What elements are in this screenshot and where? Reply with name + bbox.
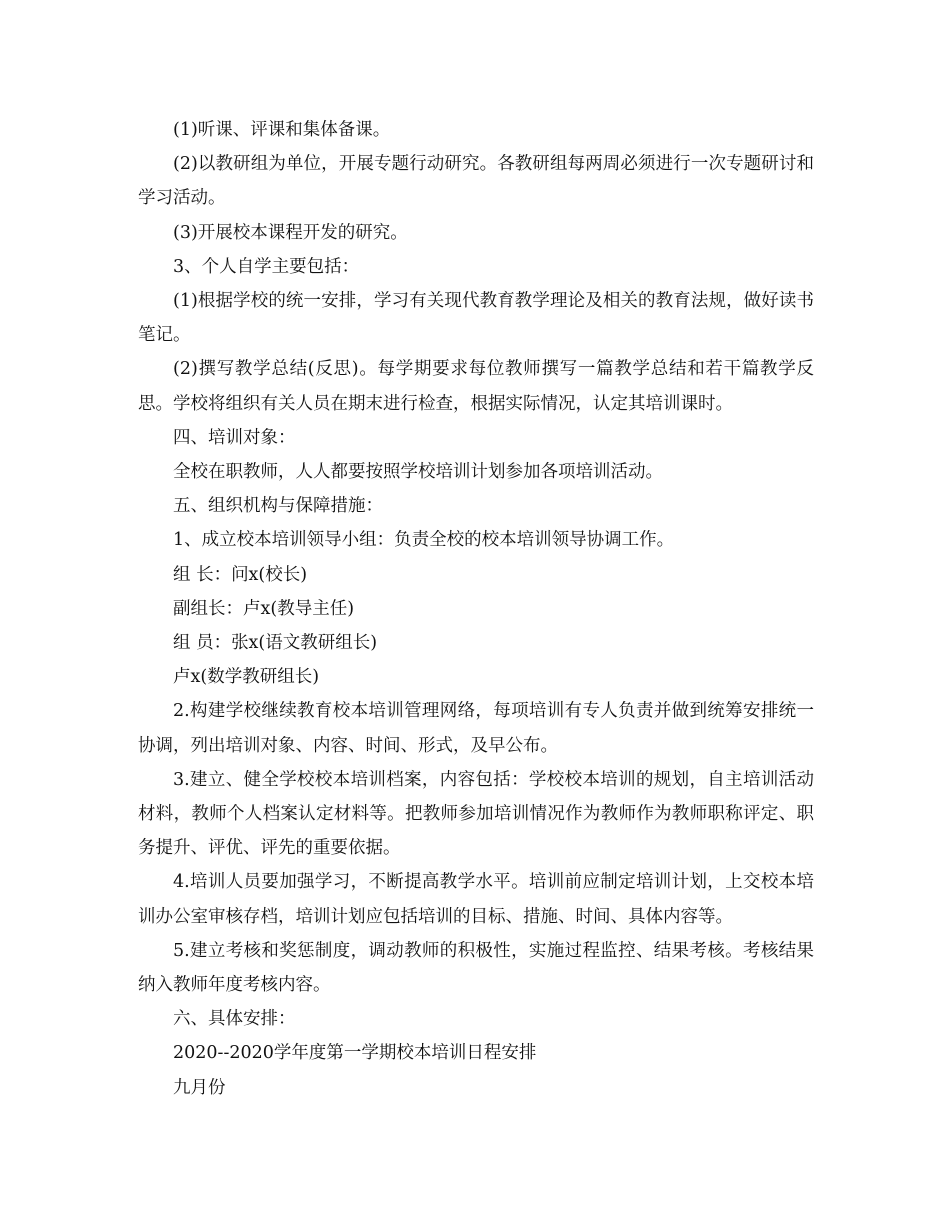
document-body xyxy=(138,113,814,1105)
paragraph-all-teachers: 全校在职教师，人人都要按照学校培训计划参加各项培训活动。 xyxy=(173,462,663,483)
paragraph-management-network: 2.构建学校继续教育校本培训管理网络，每项培训有专人负责并做到统筹安排统一协调，列出培训对象、内容、时间、形式，及早公布。 xyxy=(138,701,814,756)
paragraph-deputy-leader: 副组长：卢x(教导主任) xyxy=(173,598,355,619)
paragraph-september: 九月份 xyxy=(173,1077,226,1098)
paragraph-self-study-heading: 3、个人自学主要包括： xyxy=(173,256,360,277)
section-heading-training-targets: 四、培训对象： xyxy=(173,427,296,448)
paragraph-training-archive: 3.建立、健全学校校本培训档案，内容包括：学校校本培训的规划，自主培训活动材料，教师个人档案认定材料等。把教师参加培训情况作为教师作为教师职称评定、职务提升、评优、评先的重要依据。 xyxy=(138,769,814,859)
paragraph-curriculum-dev: (3)开展校本课程开发的研究。 xyxy=(173,222,408,243)
paragraph-assessment-system: 5.建立考核和奖惩制度，调动教师的积极性，实施过程监控、结果考核。考核结果纳入教师年度考核内容。 xyxy=(138,940,814,996)
paragraph-math-member: 卢x(数学教研组长) xyxy=(173,667,320,688)
paragraph-group-leader: 组 长：问x(校长) xyxy=(173,564,308,585)
paragraph-strengthen-learning: 4.培训人员要加强学习，不断提高教学水平。培训前应制定培训计划，上交校本培训办公室审核存档，培训计划应包括培训的目标、措施、时间、具体内容等。 xyxy=(138,872,814,927)
paragraph-reading-notes: (1)根据学校的统一安排，学习有关现代教育教学理论及相关的教育法规，做好读书笔记。 xyxy=(138,291,814,346)
paragraph-research-group: (2)以教研组为单位，开展专题行动研究。各教研组每两周必须进行一次专题研讨和学习活动。 xyxy=(138,154,814,209)
paragraph-group-member: 组 员：张x(语文教研组长) xyxy=(173,633,378,654)
section-heading-arrangement: 六、具体安排： xyxy=(173,1009,296,1030)
paragraph-teaching-summary: (2)撰写教学总结(反思)。每学期要求每位教师撰写一篇教学总结和若干篇教学反思。学校将组织有关人员在期末进行检查，根据实际情况，认定其培训课时。 xyxy=(138,359,814,414)
paragraph-leading-group: 1、成立校本培训领导小组：负责全校的校本培训领导协调工作。 xyxy=(173,530,675,551)
paragraph-schedule-title: 2020--2020学年度第一学期校本培训日程安排 xyxy=(173,1043,537,1064)
paragraph-listen-evaluate: (1)听课、评课和集体备课。 xyxy=(173,120,391,140)
section-heading-organization: 五、组织机构与保障措施： xyxy=(173,496,383,517)
